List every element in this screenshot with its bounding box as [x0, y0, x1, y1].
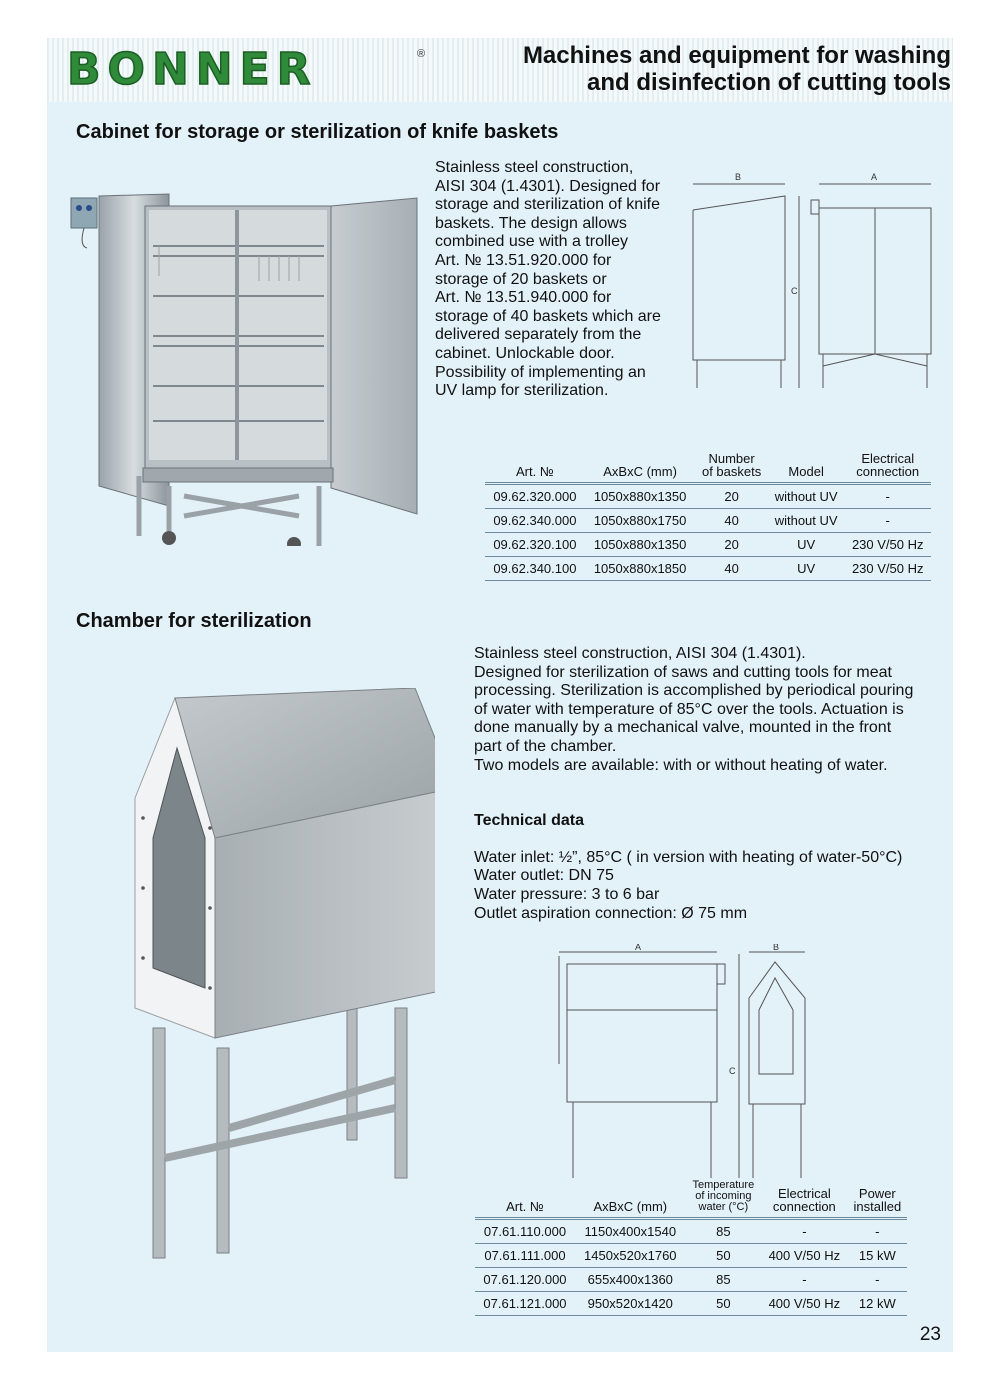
- col-header: Electrical connection: [772, 1186, 836, 1214]
- table-cell: -: [761, 1219, 848, 1244]
- drawing-label-a: A: [871, 172, 878, 182]
- col-header: Number of baskets: [701, 451, 762, 479]
- table-cell: 1150x400x1540: [575, 1219, 686, 1244]
- section1-description: Stainless steel construction, AISI 304 (1.4301). Designed for storage and sterilization of knife baskets. The design allows combined use with a trolley Art. № 13.51.920.000 for storage of 20 baskets or Art. № 13.51.940.000 for storage of 40 baskets which are delivered separately from the cabinet. Unlockable door. Possibility of implementing an UV lamp for sterilization.: [435, 159, 661, 400]
- drawing-label-b: B: [735, 172, 742, 182]
- col-header: Model: [788, 464, 824, 479]
- drawing-label-c: C: [729, 1066, 736, 1076]
- table-cell: 950x520x1420: [575, 1292, 686, 1316]
- table-row: [475, 1268, 907, 1292]
- table-cell: 40: [695, 557, 767, 581]
- col-header: Temperature of incoming water (°C): [692, 1179, 755, 1213]
- table-cell: UV: [768, 533, 845, 557]
- technical-data: [474, 793, 944, 942]
- section2-title: Chamber for sterilization: [76, 610, 312, 632]
- table-cell: 230 V/50 Hz: [844, 557, 931, 581]
- table-cell: -: [761, 1268, 848, 1292]
- table-cell: 09.62.320.100: [485, 533, 585, 557]
- table-cell: 09.62.340.100: [485, 557, 585, 581]
- table-row: [475, 1219, 907, 1244]
- table-cell: -: [844, 509, 931, 533]
- table-cell: 1050x880x1750: [585, 509, 696, 533]
- table-cell: -: [848, 1219, 907, 1244]
- header: [47, 38, 953, 102]
- table-cell: 07.61.120.000: [475, 1268, 575, 1292]
- table-cell: 400 V/50 Hz: [761, 1244, 848, 1268]
- table-cell: 230 V/50 Hz: [844, 533, 931, 557]
- table-cell: 15 kW: [848, 1244, 907, 1268]
- page: [47, 38, 953, 1352]
- technical-data-lines: Water inlet: ½”, 85°C ( in version with heating of water-50°C) Water outlet: DN 75 Water pressure: 3 to 6 bar Outlet aspiration connection: Ø 75 mm: [474, 848, 903, 922]
- page-number: 23: [919, 1324, 941, 1345]
- table-cell: 85: [686, 1268, 761, 1292]
- table-cell: 50: [686, 1244, 761, 1268]
- table-cell: -: [848, 1268, 907, 1292]
- table-cell: without UV: [768, 484, 845, 509]
- header-title-line2: and disinfection of cutting tools: [587, 69, 951, 96]
- section2-description: Stainless steel construction, AISI 304 (1.4301). Designed for sterilization of saws and cutting tools for meat processing. Sterilization is accomplished by periodical pouring of water with temperature of 85°C over the tools. Actuation is done manually by a mechanical valve, mounted in the front part of the chamber. Two models are available: with or without heating of water.: [474, 645, 914, 774]
- drawing-label-a: A: [635, 944, 642, 952]
- table-row: [485, 533, 931, 557]
- header-title: [451, 42, 951, 96]
- cabinet-dimension-drawing: [685, 170, 943, 398]
- col-header: Art. №: [516, 464, 554, 479]
- table-cell: 07.61.110.000: [475, 1219, 575, 1244]
- table-cell: -: [844, 484, 931, 509]
- table-cell: 85: [686, 1219, 761, 1244]
- table-cell: 1050x880x1850: [585, 557, 696, 581]
- table-cell: 20: [695, 533, 767, 557]
- drawing-label-b: B: [773, 944, 780, 952]
- table-cell: 655x400x1360: [575, 1268, 686, 1292]
- table-row: [485, 557, 931, 581]
- col-header: AxBxC (mm): [593, 1199, 668, 1214]
- technical-data-title: Technical data: [474, 811, 584, 829]
- drawing-label-c: C: [791, 286, 798, 296]
- table-row: [475, 1244, 907, 1268]
- col-header: Electrical connection: [856, 451, 920, 479]
- table-cell: without UV: [768, 509, 845, 533]
- table-header-row: [475, 1180, 907, 1219]
- brand-logo-text: BONNER: [67, 44, 318, 95]
- header-title-line1: Machines and equipment for washing: [522, 42, 951, 69]
- table-cell: 07.61.121.000: [475, 1292, 575, 1316]
- registered-mark: ®: [417, 48, 426, 60]
- table-header-row: [485, 452, 931, 484]
- cabinet-photo: [69, 186, 421, 546]
- cabinet-spec-table: [485, 452, 931, 581]
- table-row: [485, 509, 931, 533]
- table-cell: 07.61.111.000: [475, 1244, 575, 1268]
- table-cell: UV: [768, 557, 845, 581]
- table-cell: 1050x880x1350: [585, 484, 696, 509]
- brand-logo: [67, 44, 426, 96]
- table-cell: 09.62.320.000: [485, 484, 585, 509]
- table-cell: 09.62.340.000: [485, 509, 585, 533]
- chamber-spec-table: [475, 1180, 907, 1316]
- col-header: Power installed: [853, 1186, 902, 1214]
- table-cell: 1050x880x1350: [585, 533, 696, 557]
- chamber-photo: [95, 688, 435, 1268]
- table-cell: 40: [695, 509, 767, 533]
- chamber-dimension-drawing: [553, 944, 813, 1184]
- table-cell: 1450x520x1760: [575, 1244, 686, 1268]
- table-cell: 12 kW: [848, 1292, 907, 1316]
- col-header: Art. №: [506, 1199, 544, 1214]
- table-cell: 20: [695, 484, 767, 509]
- table-row: [485, 484, 931, 509]
- table-row: [475, 1292, 907, 1316]
- table-cell: 50: [686, 1292, 761, 1316]
- table-cell: 400 V/50 Hz: [761, 1292, 848, 1316]
- col-header: AxBxC (mm): [603, 464, 677, 479]
- section1-title: Cabinet for storage or sterilization of knife baskets: [76, 121, 559, 143]
